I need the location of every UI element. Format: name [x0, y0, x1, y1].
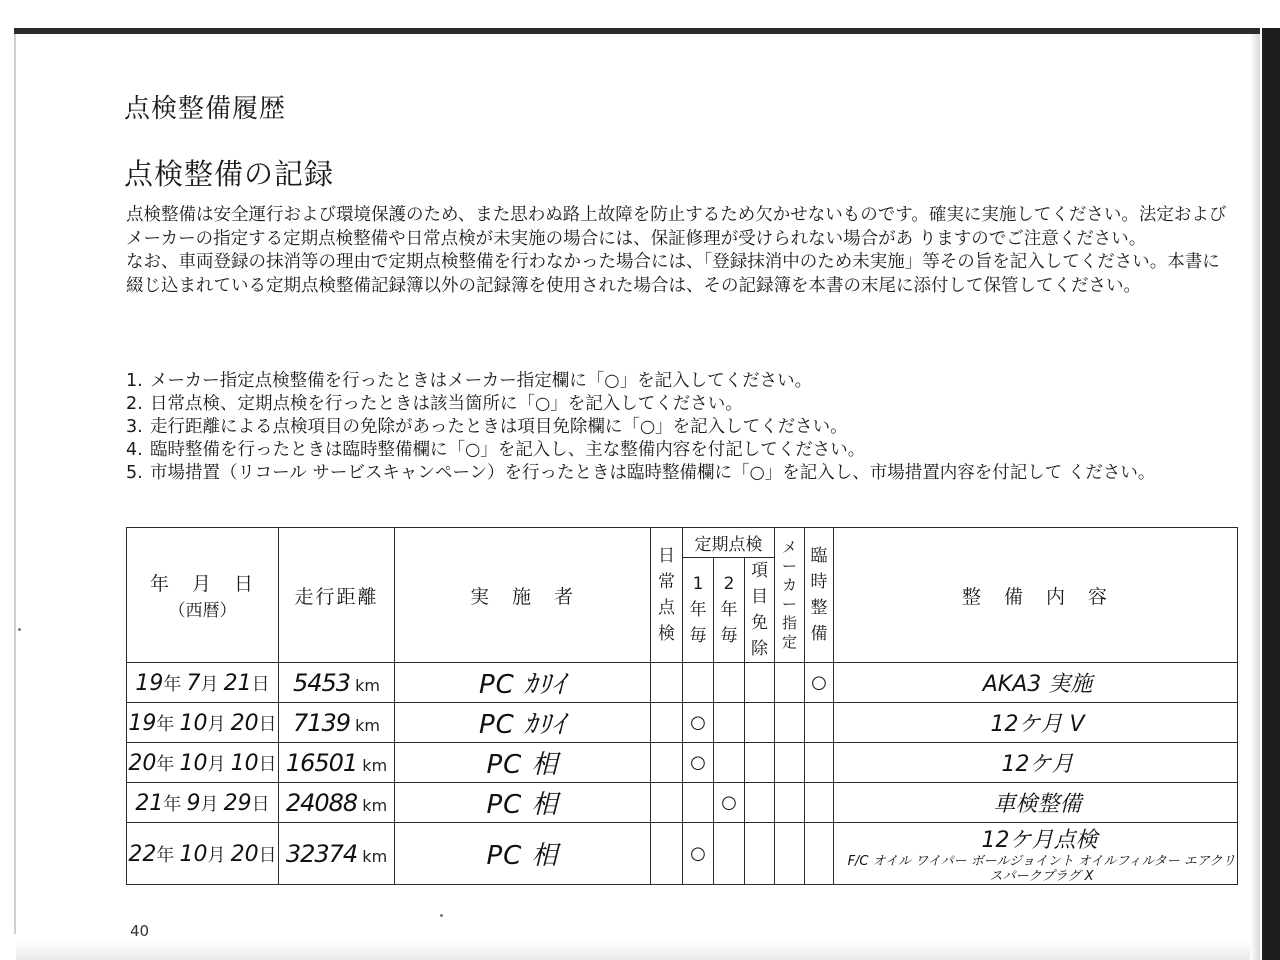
content-value: 12ケ月点検 [981, 828, 1098, 853]
daily-cell [651, 823, 683, 885]
month-value: 10 [179, 750, 208, 776]
header-char: メ [781, 538, 797, 556]
instruction-item [126, 393, 1236, 416]
temporary-cell [805, 743, 834, 783]
header-char: 日 [658, 546, 675, 566]
day-unit: 日 [258, 713, 277, 735]
scan-right-edge [1262, 28, 1280, 960]
header-maker-specified [775, 528, 805, 663]
instruction-text: 市場措置（リコール サービスキャンペーン）を行ったときは臨時整備欄に「○」を記入し、市場措置内容を付記して ください。 [150, 463, 1156, 483]
day-value: 20 [230, 841, 259, 867]
instruction-text: 臨時整備を行ったときは臨時整備欄に「○」を記入し、主な整備内容を付記してください。 [150, 440, 866, 460]
performer-cell: PC ｶﾘｲ [395, 663, 651, 703]
month-unit: 月 [200, 673, 219, 695]
daily-cell [651, 743, 683, 783]
table-row [127, 743, 1238, 783]
header-char: 除 [751, 639, 768, 659]
month-unit: 月 [207, 713, 226, 735]
header-two-year [714, 558, 745, 663]
header-char: 定 [781, 633, 797, 651]
performer-cell: PC 相 [395, 783, 651, 823]
temporary-cell [805, 783, 834, 823]
day-value: 21 [223, 670, 252, 696]
scan-speck [18, 628, 21, 631]
header-date [127, 528, 279, 663]
two-year-cell [714, 823, 745, 885]
month-unit: 月 [207, 753, 226, 775]
maker-cell [775, 823, 805, 885]
scan-top-edge [14, 28, 1260, 34]
table-row [127, 823, 1238, 885]
header-mileage: 走行距離 [279, 528, 395, 663]
header-char: 年 [720, 600, 738, 620]
exempt-cell [745, 663, 775, 703]
intro-paragraph-1: 点検整備は安全運行および環境保護のため、また思わぬ路上故障を防止するため欠かせないものです。確実に実施してください。法定およびメーカーの指定する定期点検整備や日常点検が未実施の場合には、保証修理が受けられない場合があ りますのでご注意ください。 [126, 205, 1227, 249]
maintenance-record-table [126, 527, 1238, 885]
performer-cell: PC ｶﾘｲ [395, 703, 651, 743]
two-year-cell [714, 663, 745, 703]
maker-cell [775, 663, 805, 703]
intro-paragraph-2: なお、車両登録の抹消等の理由で定期点検整備を行わなかった場合には、「登録抹消中のため未実施」等その旨を記入してください。本書に綴じ込まれている定期点検整備記録簿以外の記録簿を使用された場合は、その記録簿を本書の末尾に添付して保管してください。 [126, 252, 1220, 296]
mileage-value: 32374 [285, 839, 358, 868]
header-date-label: 年 月 日 [149, 573, 255, 595]
header-char: 点 [658, 598, 675, 618]
temporary-cell [805, 823, 834, 885]
content-cell [834, 663, 1238, 703]
performer-cell: PC 相 [395, 823, 651, 885]
mileage-value: 24088 [285, 788, 358, 817]
day-unit: 日 [258, 753, 277, 775]
month-value: 10 [179, 710, 208, 736]
header-char: 年 [689, 600, 707, 620]
header-char: 備 [810, 624, 828, 644]
temporary-cell: ○ [805, 663, 834, 703]
instruction-text: 日常点検、定期点検を行ったときは該当箇所に「○」を記入してください。 [150, 394, 743, 414]
header-char: 毎 [689, 626, 707, 646]
header-char: 時 [810, 572, 828, 592]
date-cell [127, 823, 279, 885]
section-title: 点検整備の記録 [124, 157, 335, 191]
table-row [127, 663, 1238, 703]
content-detail: F/C オイル ワイパー ボールジョイント オイルフィルター エアクリ スパークプラグ X [847, 854, 1236, 884]
content-cell [834, 703, 1238, 743]
date-cell [127, 703, 279, 743]
exempt-cell [745, 783, 775, 823]
two-year-cell [714, 743, 745, 783]
mileage-cell [279, 703, 395, 743]
header-char: 整 [810, 598, 828, 618]
instruction-number: 2. [126, 394, 143, 414]
table-row [127, 783, 1238, 823]
date-cell [127, 743, 279, 783]
month-unit: 月 [200, 793, 219, 815]
mileage-cell [279, 823, 395, 885]
one-year-cell: ○ [683, 743, 714, 783]
content-cell [834, 823, 1238, 885]
content-cell [834, 743, 1238, 783]
mileage-value: 16501 [285, 748, 358, 777]
header-char: 免 [751, 613, 768, 633]
page-number: 40 [130, 922, 150, 940]
instruction-number: 1. [126, 371, 143, 391]
header-char: ー [781, 557, 797, 575]
month-value: 7 [186, 670, 201, 696]
header-char: 毎 [720, 626, 738, 646]
header-char: 検 [658, 624, 675, 644]
page-heading: 点検整備履歴 [124, 94, 287, 124]
year-value: 20 [128, 750, 157, 776]
one-year-cell [683, 663, 714, 703]
instruction-item [126, 439, 1236, 462]
header-char: ー [781, 595, 797, 613]
header-char: カ [781, 576, 797, 594]
mileage-cell [279, 783, 395, 823]
km-unit: km [355, 675, 381, 695]
scan-speck [440, 914, 443, 917]
date-cell [127, 783, 279, 823]
year-value: 21 [135, 790, 164, 816]
header-performer: 実 施 者 [395, 528, 651, 663]
km-unit: km [355, 715, 381, 735]
year-unit: 年 [156, 713, 175, 735]
month-value: 9 [186, 790, 201, 816]
instruction-number: 3. [126, 417, 143, 437]
instruction-item [126, 462, 1236, 485]
header-char: 2 [723, 574, 735, 594]
content-value: 車検整備 [993, 792, 1082, 817]
header-date-sub: （西暦） [168, 601, 237, 621]
daily-cell [651, 783, 683, 823]
header-char: 項 [751, 561, 768, 581]
day-unit: 日 [251, 793, 270, 815]
exempt-cell [745, 743, 775, 783]
daily-cell [651, 663, 683, 703]
year-value: 19 [128, 710, 157, 736]
instruction-number: 4. [126, 440, 143, 460]
table-row [127, 703, 1238, 743]
mileage-cell [279, 663, 395, 703]
day-value: 10 [230, 750, 259, 776]
header-periodic-inspection: 定期点検 [683, 528, 775, 558]
km-unit: km [362, 795, 388, 815]
maker-cell [775, 743, 805, 783]
content-value: 12ケ月 [1001, 752, 1074, 777]
page-bottom-shadow [16, 940, 1250, 960]
one-year-cell: ○ [683, 823, 714, 885]
performer-cell: PC 相 [395, 743, 651, 783]
instruction-item [126, 370, 1236, 393]
km-unit: km [362, 846, 388, 866]
month-value: 10 [179, 841, 208, 867]
year-unit: 年 [163, 793, 182, 815]
instruction-item [126, 416, 1236, 439]
header-char: 指 [781, 614, 797, 632]
km-unit: km [362, 755, 388, 775]
year-value: 22 [128, 841, 157, 867]
header-daily-inspection [651, 528, 683, 663]
header-char: 常 [658, 572, 675, 592]
day-value: 29 [223, 790, 252, 816]
page-curl-shadow [1250, 34, 1260, 960]
page-left-edge [14, 34, 16, 934]
one-year-cell: ○ [683, 703, 714, 743]
daily-cell [651, 703, 683, 743]
day-value: 20 [230, 710, 259, 736]
day-unit: 日 [258, 844, 277, 866]
one-year-cell [683, 783, 714, 823]
header-char: 目 [751, 587, 768, 607]
instruction-list [126, 370, 1236, 485]
header-char: 臨 [810, 546, 828, 566]
date-cell [127, 663, 279, 703]
temporary-cell [805, 703, 834, 743]
instruction-text: メーカー指定点検整備を行ったときはメーカー指定欄に「○」を記入してください。 [150, 371, 813, 391]
header-temporary-maintenance [805, 528, 834, 663]
content-cell [834, 783, 1238, 823]
year-value: 19 [135, 670, 164, 696]
instruction-number: 5. [126, 463, 143, 483]
mileage-cell [279, 743, 395, 783]
content-value: 12ケ月 V [990, 712, 1085, 737]
header-one-year [683, 558, 714, 663]
two-year-cell [714, 703, 745, 743]
header-item-exemption [745, 558, 775, 663]
mileage-value: 7139 [292, 708, 351, 737]
maker-cell [775, 703, 805, 743]
instruction-text: 走行距離による点検項目の免除があったときは項目免除欄に「○」を記入してください。 [150, 417, 848, 437]
two-year-cell: ○ [714, 783, 745, 823]
day-unit: 日 [251, 673, 270, 695]
mileage-value: 5453 [292, 668, 351, 697]
year-unit: 年 [163, 673, 182, 695]
header-char: 1 [692, 574, 704, 594]
year-unit: 年 [156, 753, 175, 775]
header-maintenance-content: 整 備 内 容 [834, 528, 1238, 663]
intro-text [126, 204, 1236, 298]
content-value: AKA3 実施 [982, 672, 1093, 697]
exempt-cell [745, 703, 775, 743]
year-unit: 年 [156, 844, 175, 866]
exempt-cell [745, 823, 775, 885]
maker-cell [775, 783, 805, 823]
month-unit: 月 [207, 844, 226, 866]
